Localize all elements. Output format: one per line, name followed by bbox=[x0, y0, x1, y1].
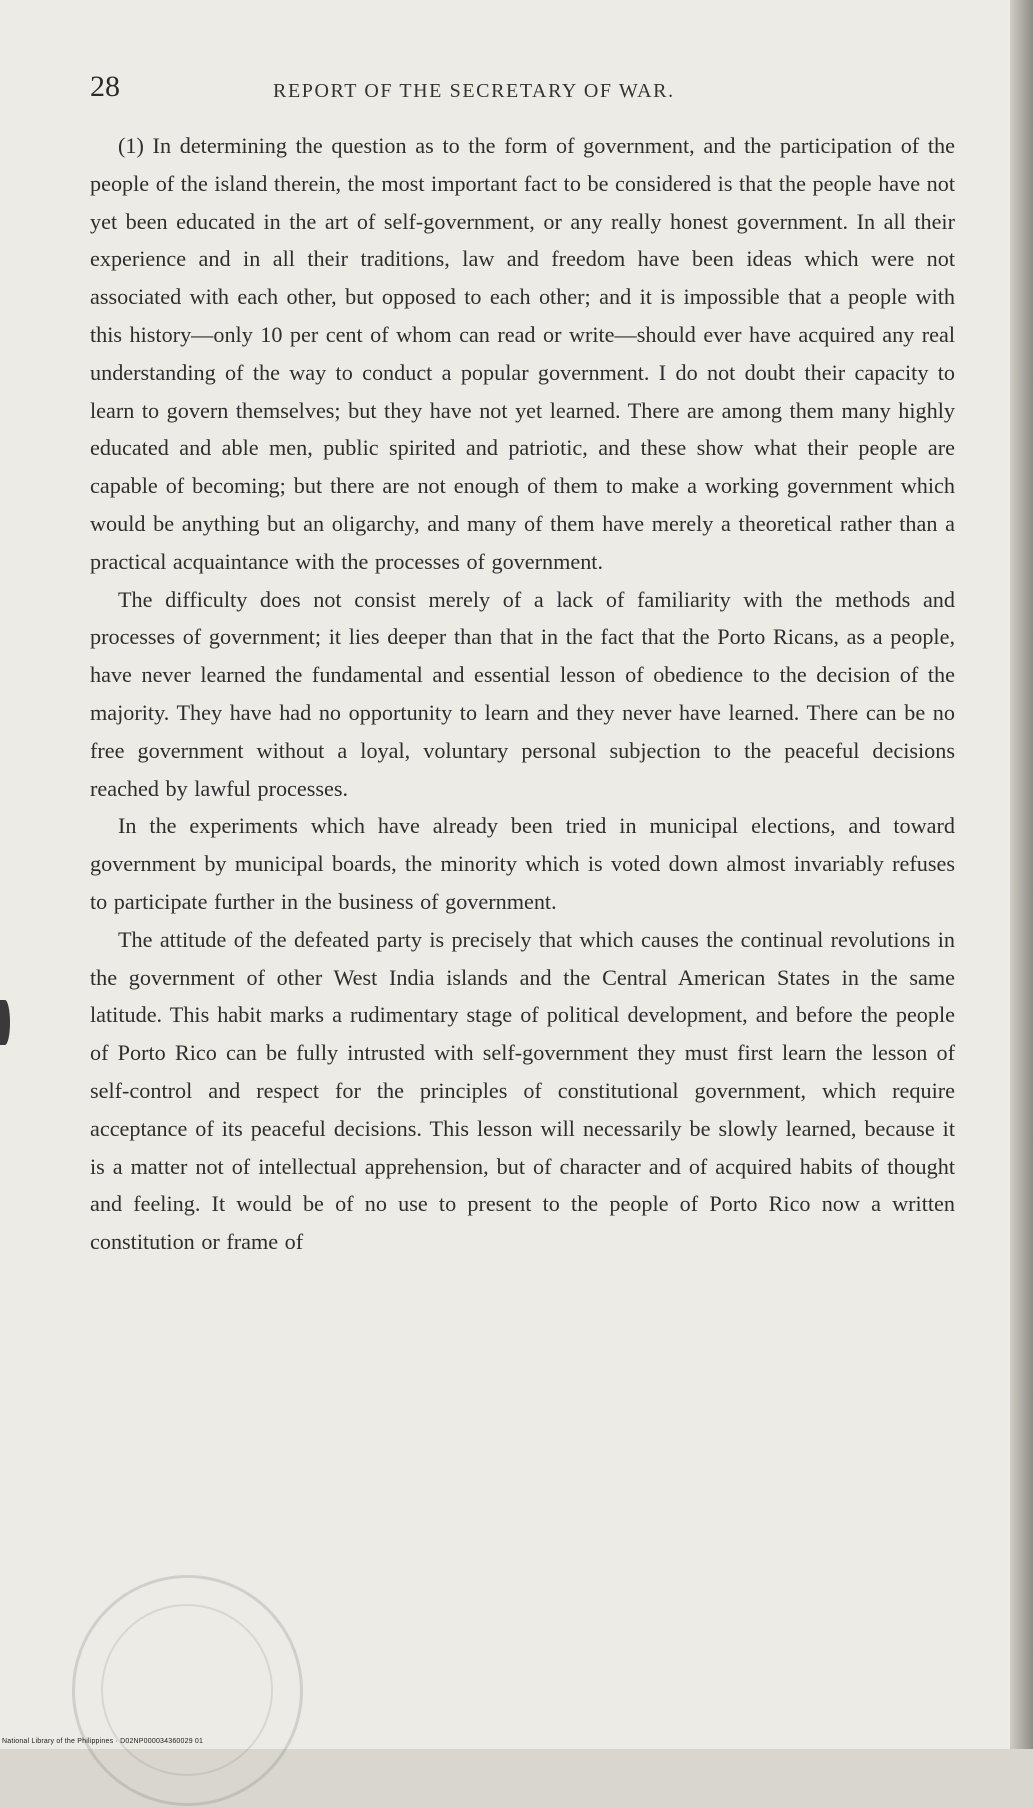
page-header bbox=[90, 70, 950, 110]
scan-footer: National Library of the Philippines · D02NP000034360029 01 bbox=[2, 1738, 204, 1745]
paragraph-3: In the experiments which have already been tried in municipal elections, and toward government by municipal boards, the minority which is voted down almost invariably refuses to participate further in the business of government. bbox=[90, 813, 955, 914]
page-number: 28 bbox=[90, 70, 120, 103]
paragraph-4: The attitude of the defeated party is precisely that which causes the continual revolutions in the government of other West India islands and the Central American States in the same latitude. This habit marks a rudimentary stage of political development, and before the people of Porto Rico can be fully intrusted with self-government they must first learn the lesson of self-control and respect for the principles of constitutional government, which require acceptance of its peaceful decisions. This lesson will necessarily be slowly learned, because it is a matter not of intellectual apprehension, but of character and of acquired habits of thought and feeling. It would be of no use to present to the people of Porto Rico now a written constitution or frame of bbox=[90, 926, 955, 1255]
stamp-ring-icon bbox=[75, 1578, 300, 1803]
body-text bbox=[90, 127, 955, 1261]
paragraph-2: The difficulty does not consist merely of a lack of familiarity with the methods and processes of government; it lies deeper than that in the fact that the Porto Ricans, as a people, have never learned the fundamental and essential lesson of obedience to the decision of the majority. They have had no opportunity to learn and they never have learned. There can be no free government without a loyal, voluntary personal subjection to the peaceful decisions reached by lawful processes. bbox=[90, 586, 955, 801]
paragraph-1: (1) In determining the question as to the form of government, and the participation of the people of the island therein, the most important fact to be considered is that the people have not yet been educated in the art of self-government, or any really honest government. In all their experience and in all their traditions, law and freedom have been ideas which were not associated with each other, but opposed to each other; and it is impossible that a people with this history—only 10 per cent of whom can read or write—should ever have acquired any real understanding of the way to conduct a popular government. I do not doubt their capacity to learn to govern themselves; but they have not yet learned. There are among them many highly educated and able men, public spirited and patriotic, and these show what their people are capable of becoming; but there are not enough of them to make a working government which would be anything but an oligarchy, and many of them have merely a theoretical rather than a practical acquaintance with the processes of government. bbox=[90, 133, 955, 574]
running-title: REPORT OF THE SECRETARY OF WAR. bbox=[273, 80, 675, 102]
library-stamp bbox=[72, 1575, 303, 1806]
binding-mark bbox=[0, 1000, 10, 1045]
page-edge bbox=[1010, 0, 1033, 1749]
